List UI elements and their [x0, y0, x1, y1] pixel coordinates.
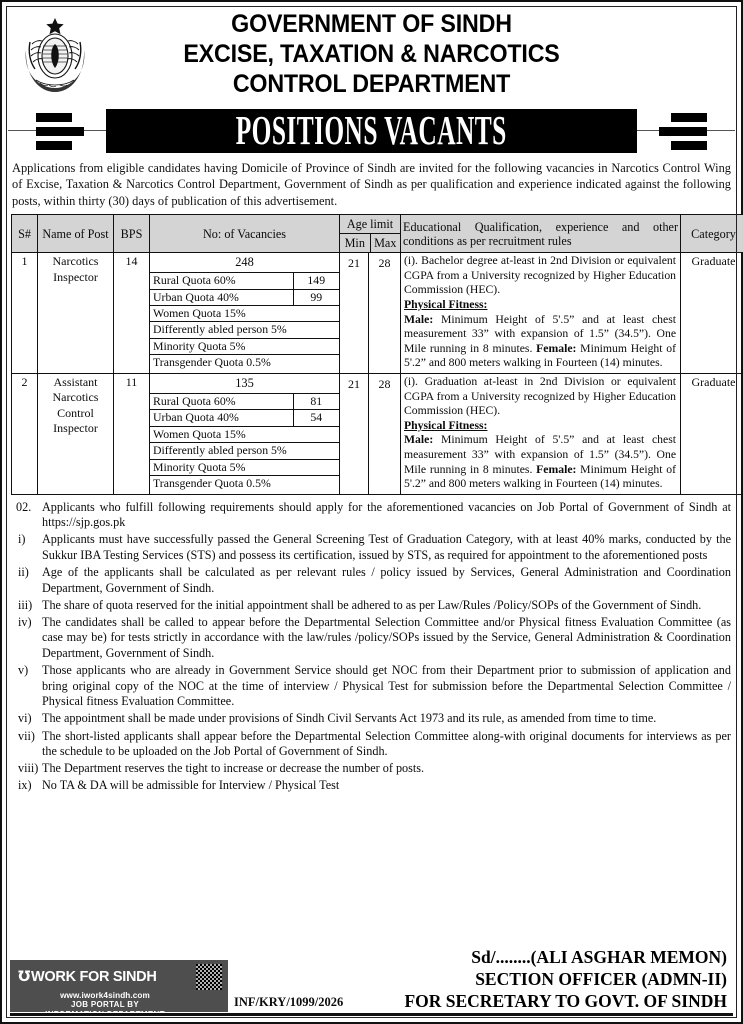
th-category: Category — [681, 215, 743, 253]
quota-row — [150, 338, 339, 354]
quota-label: Differently abled person 5% — [150, 443, 339, 459]
condition-marker: vi) — [18, 711, 32, 726]
banner-bar — [106, 109, 637, 153]
row-vacancies-cell — [150, 373, 340, 494]
signatory-name: Sd/........(ALI ASGHAR MEMON) — [471, 947, 727, 967]
header-line-1: GOVERNMENT OF SINDH — [231, 10, 512, 38]
row-bps: 11 — [114, 373, 150, 494]
qual-male-label: Male: — [404, 312, 434, 326]
vacancies-table — [11, 214, 743, 495]
table-row — [12, 253, 743, 374]
quota-value: 81 — [293, 394, 339, 410]
qual-fitness-heading: Physical Fitness: — [404, 298, 488, 311]
quota-row — [150, 410, 339, 426]
row-sno: 2 — [12, 373, 38, 494]
condition-text: The appointment shall be made under provisions of Sindh Civil Servants Act 1973 and its rule, as amended from time to time. — [42, 711, 657, 726]
quota-label: Rural Quota 60% — [150, 273, 293, 289]
condition-text: Applicants who fulfill following requirements should apply for the aforementioned vacancies on Job Portal of Government of Sindh at https://sjp.gos.pk — [42, 499, 731, 530]
qr-code-icon[interactable] — [196, 964, 222, 990]
qual-female-label: Female: — [536, 341, 577, 355]
th-age-max: Max — [374, 236, 397, 251]
quota-row — [150, 273, 339, 289]
quota-label: Differently abled person 5% — [150, 322, 339, 338]
quota-breakdown-table — [150, 394, 339, 491]
quota-label: Minority Quota 5% — [150, 459, 339, 475]
table-row — [12, 373, 743, 494]
condition-text: Those applicants who are already in Government Service should get NOC from their Department prior to submission of application and bring original copy of the NOC at the time of interview / Physical Test for submission before the Departmental Selection Committee / Physical fitness Evaluation Committee. — [42, 663, 731, 709]
row-vacancies-total: 135 — [150, 374, 339, 394]
row-qualification — [401, 253, 681, 374]
table-header-row — [12, 215, 743, 253]
quota-row — [150, 289, 339, 305]
condition-item — [12, 598, 731, 614]
row-bps: 14 — [114, 253, 150, 374]
signatory-authority: FOR SECRETARY TO GOVT. OF SINDH — [404, 991, 727, 1011]
th-age-min: Min — [340, 234, 371, 252]
qual-female-text: Minimum Height of 5'.2” and 800 meters walking in Fourteen (14) minutes. — [404, 462, 677, 491]
qual-main-text: (i). Graduation at-least in 2nd Division or equivalent CGPA from a University recognized by Higher Education Commission (HEC). — [404, 374, 677, 418]
th-vacancies: No: of Vacancies — [150, 215, 340, 253]
row-sno: 1 — [12, 253, 38, 374]
quota-row — [150, 459, 339, 475]
banner-decoration-left — [36, 113, 84, 149]
quota-row — [150, 322, 339, 338]
condition-marker: ii) — [18, 565, 29, 580]
quota-value: 149 — [293, 273, 339, 289]
condition-text: No TA & DA will be admissible for Interview / Physical Test — [42, 778, 340, 793]
row-category: Graduate — [681, 373, 743, 494]
row-age-min: 21 — [340, 253, 369, 374]
inf-number: INF/KRY/1099/2026 — [234, 995, 344, 1009]
th-age-limit-label: Age limit — [340, 215, 400, 234]
condition-item — [12, 500, 731, 531]
qual-fitness-heading: Physical Fitness: — [404, 418, 488, 432]
condition-text: Applicants must have successfully passed the General Screening Test of Graduation Category, with at least 40% marks, conducted by the Sukkur IBA Testing Services (STS) and possess its certification, issued by STS, as required for appointment to the aforementioned posts — [42, 532, 731, 562]
header-line-3: CONTROL DEPARTMENT — [232, 70, 511, 98]
th-sno: S# — [12, 215, 38, 253]
intro-paragraph: Applications from eligible candidates having Domicile of Province of Sindh are invited for the following vacancies in Narcotics Control Wing of Excise, Taxation & Narcotics Control Department, Government of Sindh as per qualification and experience indicated against the following posts, within thirty (30) days of publication of this advertisement. — [12, 161, 731, 208]
condition-item — [12, 729, 731, 760]
row-post-name: Narcotics Inspector — [38, 253, 114, 374]
quota-label: Transgender Quota 0.5% — [150, 476, 339, 492]
qual-male-text: Minimum Height of 5'.5” and at least chest measurement 33” with expansion of 1.5” (34.5”). One Mile running in 8 minutes. — [404, 312, 677, 355]
th-qualification: Educational Qualification, experience and other conditions as per recruitment rules — [401, 215, 681, 253]
condition-marker: viii) — [18, 761, 39, 776]
header-line-2: EXCISE, TAXATION & NARCOTICS — [183, 40, 560, 68]
quota-label: Transgender Quota 0.5% — [150, 355, 339, 371]
condition-marker: i) — [18, 532, 26, 547]
quota-label: Urban Quota 40% — [150, 289, 293, 305]
condition-marker: 02. — [16, 499, 32, 514]
condition-marker: iv) — [18, 614, 32, 629]
banner-title: POSITIONS VACANTS — [236, 107, 507, 154]
iwork-brand-label: WORK FOR SINDH — [31, 969, 157, 985]
condition-item — [12, 761, 731, 777]
condition-marker: vii) — [18, 728, 35, 743]
conditions-list — [12, 500, 731, 794]
quota-row — [150, 355, 339, 371]
qual-main-text: (i). Bachelor degree at-least in 2nd Division or equivalent CGPA from a University recognized by Higher Education Commission (HEC). — [404, 254, 677, 297]
row-age-min: 21 — [340, 373, 369, 494]
document-header — [2, 2, 741, 106]
quota-breakdown-table — [150, 273, 339, 370]
document-footer — [2, 946, 741, 1016]
positions-vacant-banner — [8, 106, 735, 156]
qual-female-label: Female: — [536, 462, 577, 476]
qual-male-label: Male: — [404, 433, 434, 447]
quota-row — [150, 306, 339, 322]
row-vacancies-cell — [150, 253, 340, 374]
quota-label: Women Quota 15% — [150, 306, 339, 322]
th-age-limit — [340, 215, 401, 253]
condition-text: The share of quota reserved for the initial appointment shall be adhered to as per Law/Rules /Policy/SOPs of the Government of Sindh. — [42, 597, 702, 612]
quota-row — [150, 394, 339, 410]
condition-item — [12, 711, 731, 727]
signatory-designation: SECTION OFFICER (ADMN-II) — [475, 969, 727, 989]
condition-item — [12, 778, 731, 794]
quota-label: Rural Quota 60% — [150, 394, 293, 410]
condition-item — [12, 565, 731, 596]
condition-item — [12, 663, 731, 710]
qual-female-text: Minimum Height of 5'.2” and 800 meters walking in Fourteen (14) minutes. — [404, 341, 677, 370]
row-qualification — [401, 373, 681, 494]
condition-marker: iii) — [18, 597, 33, 612]
banner-decoration-right — [659, 113, 707, 149]
condition-text: The short-listed applicants shall appear before the Departmental Selection Committee along-with original documents for interviews as per the schedule to be uploaded on the Job Portal of Government of Sindh. — [42, 728, 731, 759]
condition-text: The Department reserves the tight to increase or decrease the number of posts. — [42, 761, 425, 776]
footer-rule — [10, 1013, 733, 1016]
quota-label: Minority Quota 5% — [150, 338, 339, 354]
row-post-name: Assistant Narcotics Control Inspector — [38, 373, 114, 494]
condition-text: Age of the applicants shall be calculated as per relevant rules / policy issued by Services, General Administration and Coordination Department, Government of Sindh. — [42, 565, 731, 595]
qual-male-text: Minimum Height of 5'.5” and at least chest measurement 33” with expansion of 1.5” (34.5”). One Mile running in 8 minutes. — [404, 433, 677, 476]
iwork-for-sindh-logo[interactable] — [10, 960, 228, 1012]
quota-value: 99 — [293, 289, 339, 305]
iwork-url: www.iwork4sindh.com — [60, 991, 150, 1000]
condition-item — [12, 532, 731, 563]
iwork-brand-text — [18, 969, 157, 985]
th-bps: BPS — [114, 215, 150, 253]
quota-row — [150, 476, 339, 492]
quota-row — [150, 443, 339, 459]
condition-marker: ix) — [18, 778, 32, 793]
th-post: Name of Post — [38, 215, 114, 253]
row-age-max: 28 — [369, 253, 401, 374]
condition-text: The candidates shall be called to appear before the Departmental Selection Committee and/or Physical fitness Evaluation Committee (as case may be) for tests strictly in accordance with the law/rules /policy/SOPs issued by the Service, General Administration & Coordination Department, Government of Sindh. — [42, 614, 731, 661]
quota-label: Urban Quota 40% — [150, 410, 293, 426]
quota-label: Women Quota 15% — [150, 426, 339, 442]
iwork-i-icon: ℧ — [18, 969, 31, 985]
quota-row — [150, 426, 339, 442]
signature-block — [404, 946, 727, 1012]
quota-value: 54 — [293, 410, 339, 426]
row-category: Graduate — [681, 253, 743, 374]
iwork-subtitle-1: JOB PORTAL BY — [70, 1000, 140, 1009]
row-age-max: 28 — [369, 373, 401, 494]
condition-item — [12, 615, 731, 662]
condition-marker: v) — [18, 663, 29, 678]
row-vacancies-total: 248 — [150, 253, 339, 273]
